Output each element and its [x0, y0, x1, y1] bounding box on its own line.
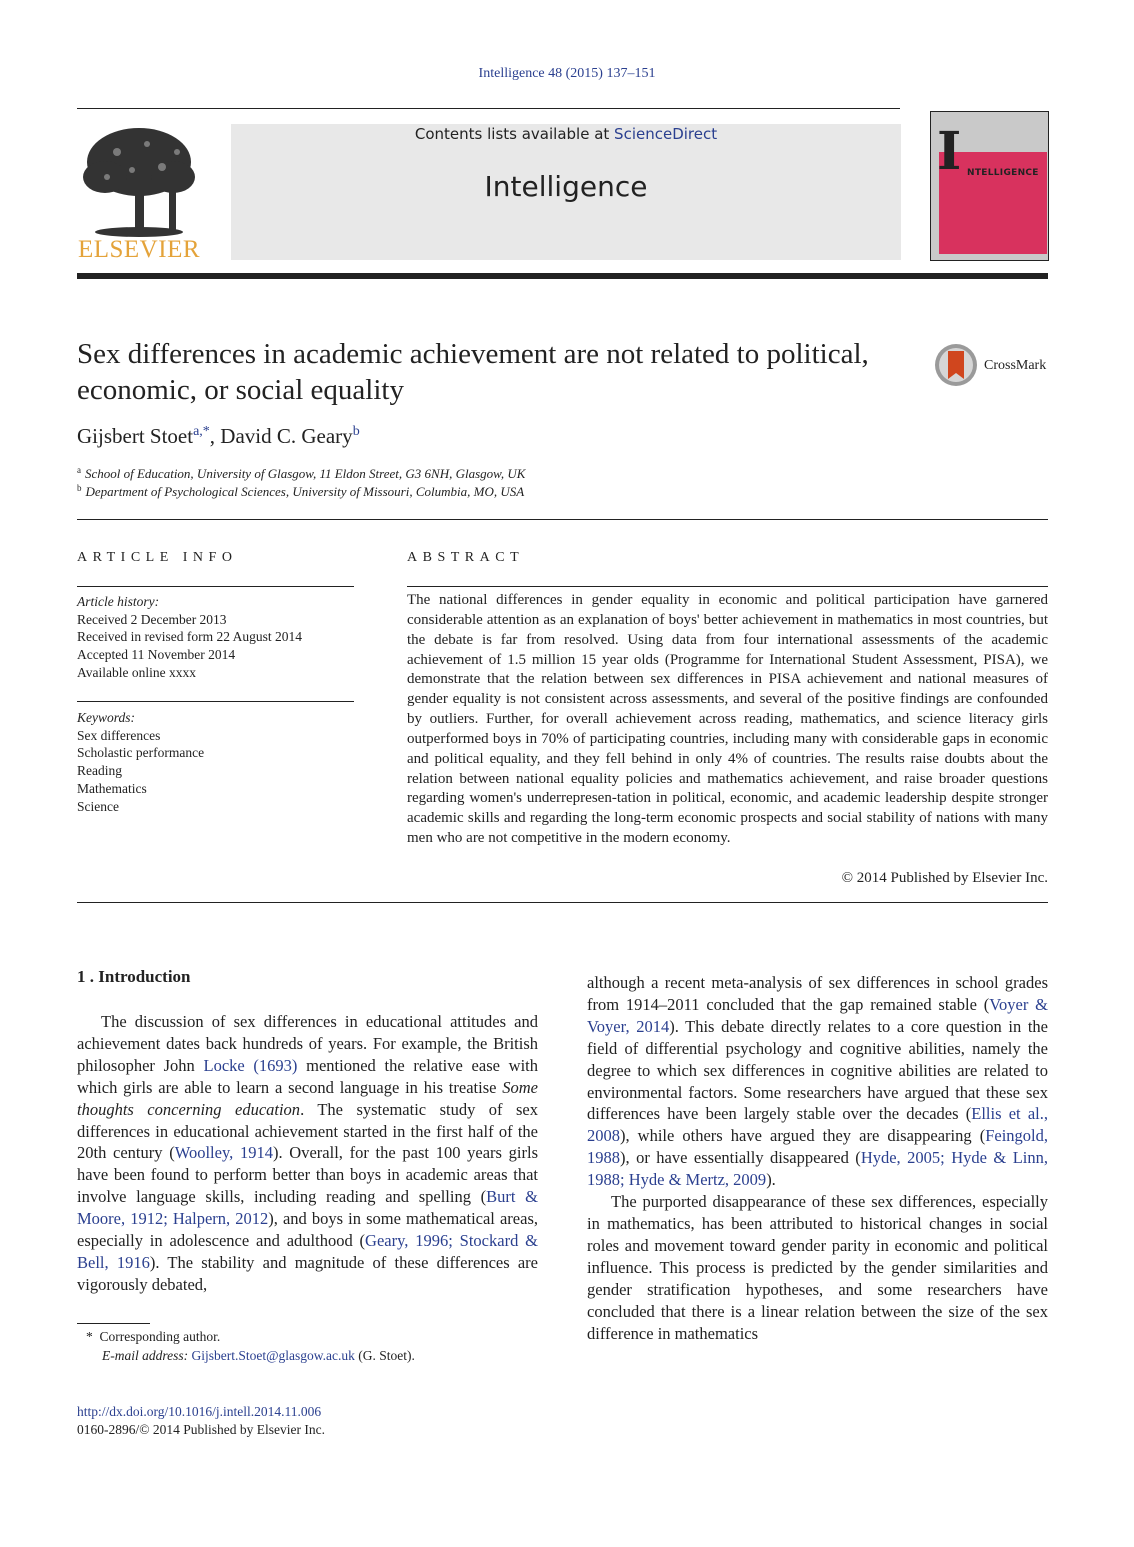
sciencedirect-link[interactable]: ScienceDirect [614, 125, 718, 143]
author-separator: , [209, 424, 221, 448]
author-marks[interactable]: a,* [193, 424, 210, 439]
abstract-rule [407, 586, 1048, 587]
paragraph [587, 972, 1048, 1191]
keyword: Scholastic performance [77, 745, 205, 761]
text-run: ), while others have argued they are disappearing ( [620, 1126, 986, 1146]
history-item: Received in revised form 22 August 2014 [77, 629, 302, 645]
crossmark-label[interactable]: CrossMark [984, 358, 1047, 373]
email-label: E-mail address: [102, 1348, 192, 1363]
affiliation-mark: b [77, 483, 82, 493]
footnote-star: * [86, 1329, 93, 1344]
issn-line: 0160-2896/© 2014 Published by Elsevier Inc. [77, 1421, 325, 1437]
email-link[interactable]: Gijsbert.Stoet@glasgow.ac.uk [191, 1348, 355, 1363]
history-item: Accepted 11 November 2014 [77, 647, 236, 663]
text-run: ), and boys in some mathematical areas, especially in adolescence and adulthood ( [77, 1209, 538, 1251]
abstract-heading: ABSTRACT [407, 550, 525, 565]
history-label: Article history: [77, 594, 160, 609]
paragraph [77, 1011, 538, 1296]
text-run: ). This debate directly relates to a core question in the field of differential psychology and cognitive abilities, namely the degree to which sex differences in cognitive abilities are related to environmental factors. Some researchers have argued that these sex differences have been largely stable over the decades ( [587, 1016, 1048, 1124]
footnote [86, 1327, 415, 1365]
abstract-copyright: © 2014 Published by Elsevier Inc. [841, 870, 1048, 886]
affiliation-rule [77, 519, 1048, 520]
author-name: David C. Geary [220, 424, 353, 448]
cover-title: NTELLIGENCE [967, 168, 1039, 178]
keyword: Science [77, 798, 119, 814]
keywords-rule [77, 701, 354, 702]
article-history [77, 593, 354, 682]
doi-link[interactable]: http://dx.doi.org/10.1016/j.intell.2014.11.006 [77, 1404, 322, 1419]
citation-link[interactable]: Feingold, 1988 [587, 1126, 1048, 1168]
affiliation-text: Department of Psychological Sciences, University of Missouri, Columbia, MO, USA [85, 484, 525, 499]
article-info-heading: ARTICLE INFO [77, 550, 238, 565]
text-run: . The systematic study of sex differences in educational achievement started in the first half of the 20th century ( [77, 1099, 538, 1163]
contents-prefix: Contents lists available at [414, 125, 615, 143]
affiliation-mark: a [77, 465, 81, 475]
affiliation-a [77, 465, 525, 482]
text-run: mentioned the relative ease with which girls are able to learn a second language in his treatise [77, 1055, 538, 1097]
header-rule [77, 108, 900, 109]
article-info-rule [77, 586, 354, 587]
citation-link[interactable]: Geary, 1996; Stockard & Bell, 1916 [77, 1231, 538, 1272]
article-title: Sex differences in academic achievement are not related to political, economic, or social equality [77, 338, 869, 406]
affiliation-b [77, 483, 524, 500]
text-run: ), or have essentially disappeared ( [620, 1148, 861, 1168]
footnote-email-line [86, 1346, 415, 1365]
cover-initial: I [937, 121, 962, 182]
journal-name: Intelligence [484, 170, 648, 203]
keyword: Mathematics [77, 780, 147, 796]
affiliation-text: School of Education, University of Glasgow, 11 Eldon Street, G3 6NH, Glasgow, UK [85, 466, 526, 481]
text-run: The discussion of sex differences in educational attitudes and achievement dates back hundreds of years. For example, the British philosopher John [77, 1012, 538, 1075]
text-run: ). [766, 1170, 776, 1190]
citation-link[interactable]: Hyde, 2005; Hyde & Linn, 1988; Hyde & Mertz, 2009 [587, 1148, 1049, 1190]
citation-link[interactable]: Voyer & Voyer, 2014 [587, 994, 1048, 1036]
book-title: Some thoughts concerning education [77, 1077, 538, 1119]
contents-line [231, 124, 901, 143]
citation-link[interactable]: Burt & Moore, 1912; Halpern, 2012 [77, 1187, 539, 1229]
citation-link[interactable]: Ellis et al., 2008 [587, 1104, 1048, 1146]
citation-link[interactable]: Locke (1693) [203, 1055, 298, 1075]
keywords-label: Keywords: [77, 710, 135, 725]
footnote-corresponding [86, 1327, 415, 1346]
text-run: although a recent meta-analysis of sex differences in school grades from 1914–2011 concluded that the gap remained stable ( [587, 973, 1048, 1014]
doi-block [77, 1403, 325, 1438]
history-item: Received 2 December 2013 [77, 611, 227, 627]
citation-link[interactable]: Woolley, 1914 [174, 1143, 273, 1163]
header-thick-rule [77, 273, 1048, 279]
body-column-left [77, 1011, 538, 1296]
journal-banner [231, 124, 901, 260]
journal-reference[interactable]: Intelligence 48 (2015) 137–151 [478, 66, 656, 81]
keywords [77, 709, 354, 815]
footnote-rule [77, 1323, 150, 1324]
text-run: ). Overall, for the past 100 years girls have been found to perform better than boys in academic areas that involve language skills, including reading and spelling ( [77, 1143, 538, 1207]
history-item: Available online xxxx [77, 664, 196, 680]
keyword: Reading [77, 763, 122, 779]
paragraph: The purported disappearance of these sex differences, especially in mathematics, has been attributed to historical changes in social roles and movement toward gender parity in economic and political influence. This process is predicted by the gender similarities and gender stratification hypotheses, and some researchers have concluded that there is a linear relation between the size of the sex difference in mathematics [587, 1192, 1048, 1343]
section-heading-introduction: 1 . Introduction [77, 967, 191, 986]
abstract-text: The national differences in gender equality in economic and political participation have garnered considerable attention as an explanation of boys' better achievement in mathematics in most countries, but the debate is far from resolved. Using data from four international assessments of the academic achievement of 1.5 million 15 year olds (Programme for International Student Assessment, PISA), we demonstrate that the relation between sex differences in PISA achievement and national measures of gender equality is not consistent across assessments, and several of the positive findings are confounded by outliers. Further, for overall achievement across reading, mathematics, and science literacy girls outperformed boys in 70% of participating countries, including many with considerable gaps in economic and political equality, and they fell behind in only 4% of countries. The results raise doubts about the relation between national equality policies and mathematics achievement, and raise broader questions regarding women's underrepresen-tation in political, economic, and academic leadership despite stronger academic skills and regarding the long-term economic prospects and social stability of nations with many men who are not competitive in the modern economy. [407, 592, 1048, 847]
text-run: ). The stability and magnitude of these differences are vigorously debated, [77, 1252, 538, 1294]
footnote-corresponding-text: Corresponding author. [99, 1329, 221, 1344]
author-list [77, 424, 360, 449]
body-column-right [587, 972, 1048, 1344]
author-name: Gijsbert Stoet [77, 424, 194, 448]
journal-cover[interactable] [930, 111, 1049, 261]
abstract-end-rule [77, 902, 1048, 903]
keyword: Sex differences [77, 727, 161, 743]
author-marks[interactable]: b [352, 424, 360, 439]
elsevier-wordmark: ELSEVIER [77, 236, 201, 263]
email-suffix: (G. Stoet). [354, 1348, 415, 1363]
